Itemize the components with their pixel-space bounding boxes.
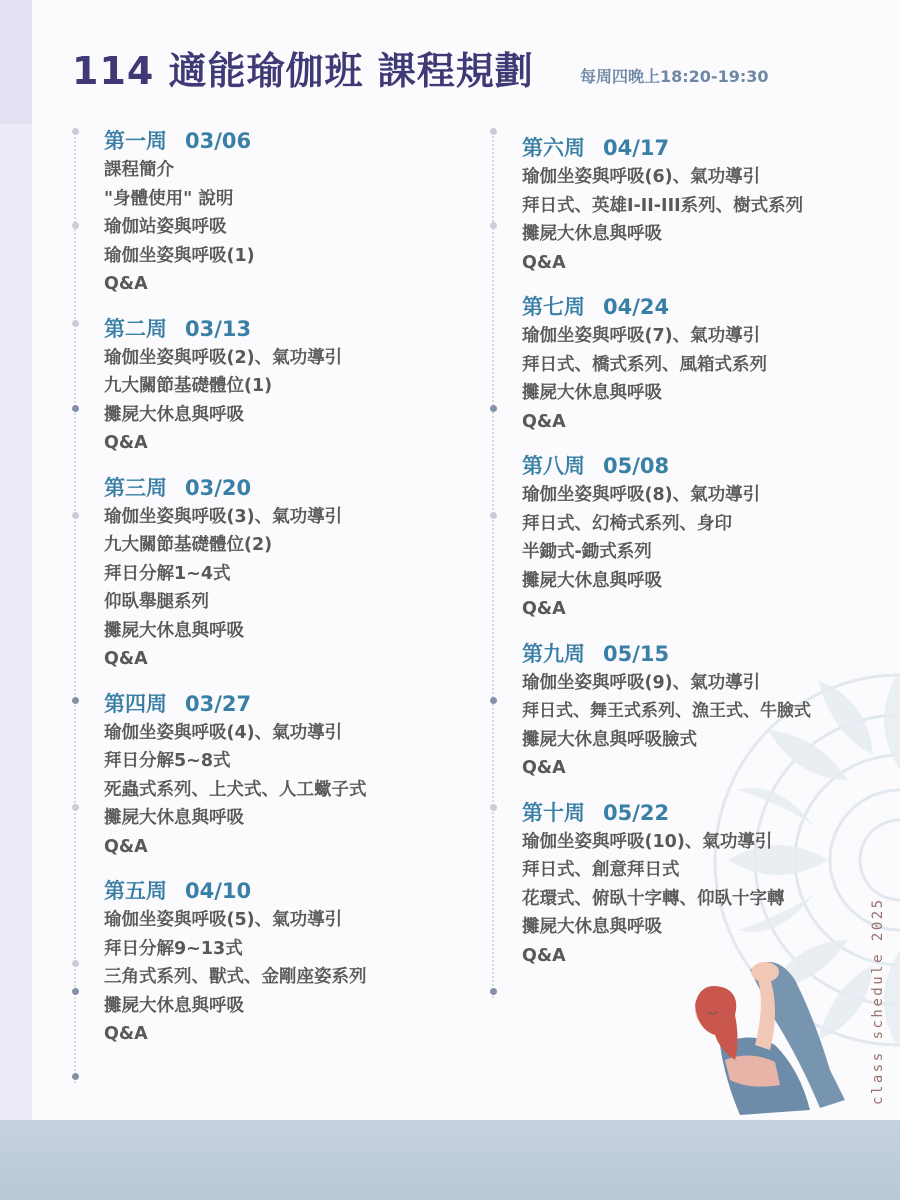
lesson-item: 瑜伽坐姿與呼吸(6)、氣功導引 bbox=[522, 167, 761, 187]
lesson-item: 瑜伽坐姿與呼吸(5)、氣功導引 bbox=[104, 910, 343, 930]
week-heading bbox=[522, 639, 892, 669]
timeline-dot bbox=[72, 320, 79, 327]
lesson-item: Q&A bbox=[522, 252, 566, 273]
lesson-item: 拜日式、英雄I-II-III系列、樹式系列 bbox=[522, 195, 804, 216]
week-heading bbox=[522, 451, 892, 481]
lesson-item: 三角式系列、獸式、金剛座姿系列 bbox=[104, 967, 367, 987]
week-label: 第四周 bbox=[104, 691, 167, 716]
week-block bbox=[522, 451, 892, 624]
lesson-item: 拜日分解1~4式 bbox=[104, 563, 231, 584]
lesson-item: "身體使用" 說明 bbox=[104, 188, 234, 209]
week-heading bbox=[522, 292, 892, 322]
lesson-item: 瑜伽坐姿與呼吸(1) bbox=[104, 245, 255, 266]
left-decor-strip-top bbox=[0, 0, 32, 124]
lesson-item: Q&A bbox=[104, 274, 148, 294]
lesson-item: 攤屍大休息與呼吸 bbox=[522, 383, 662, 403]
class-schedule-caption: class schedule 2025 bbox=[870, 897, 886, 1105]
schedule-column-right bbox=[522, 133, 892, 985]
week-block bbox=[522, 133, 892, 277]
week-block bbox=[104, 876, 464, 1049]
week-heading bbox=[104, 689, 464, 719]
lesson-item: 死蟲式系列、上犬式、人工蠍子式 bbox=[104, 779, 367, 800]
week-block bbox=[522, 798, 892, 971]
timeline-dot bbox=[490, 512, 497, 519]
lesson-item: 拜日分解5~8式 bbox=[104, 751, 231, 771]
lesson-item: 瑜伽坐姿與呼吸(8)、氣功導引 bbox=[522, 485, 761, 505]
timeline-dot bbox=[490, 405, 497, 412]
week-label: 第五周 bbox=[104, 879, 167, 903]
lesson-item: 攤屍大休息與呼吸 bbox=[104, 808, 244, 828]
lesson-item: 攤屍大休息與呼吸 bbox=[522, 570, 662, 591]
lesson-item: 攤屍大休息與呼吸 bbox=[522, 917, 662, 937]
lesson-item: Q&A bbox=[104, 649, 148, 669]
week-date: 05/15 bbox=[603, 641, 670, 666]
timeline-left bbox=[74, 128, 78, 1083]
class-time-subtitle: 每周四晚上18:20-19:30 bbox=[580, 67, 769, 86]
lesson-item: 瑜伽坐姿與呼吸(3)、氣功導引 bbox=[104, 506, 343, 527]
timeline-dot bbox=[490, 697, 497, 704]
timeline-dot bbox=[72, 1073, 79, 1080]
week-date: 03/13 bbox=[185, 316, 252, 341]
week-label: 第九周 bbox=[522, 641, 585, 666]
timeline-dot bbox=[72, 512, 79, 519]
lesson-item: 仰臥舉腿系列 bbox=[104, 592, 209, 612]
week-date: 03/06 bbox=[185, 129, 252, 153]
lesson-item: 瑜伽坐姿與呼吸(10)、氣功導引 bbox=[522, 831, 773, 852]
week-label: 第三周 bbox=[104, 475, 167, 500]
lesson-item: 課程簡介 bbox=[104, 160, 174, 180]
lesson-item: 瑜伽坐姿與呼吸(4)、氣功導引 bbox=[104, 722, 343, 743]
week-block bbox=[104, 126, 464, 299]
week-label: 第一周 bbox=[104, 129, 167, 153]
week-heading bbox=[104, 126, 464, 156]
lesson-item: 攤屍大休息與呼吸 bbox=[104, 995, 244, 1016]
timeline-dot bbox=[490, 128, 497, 135]
lesson-item: 瑜伽坐姿與呼吸(7)、氣功導引 bbox=[522, 326, 761, 346]
week-date: 03/27 bbox=[185, 691, 252, 716]
lesson-item: Q&A bbox=[104, 1024, 148, 1044]
lesson-item: 拜日式、創意拜日式 bbox=[522, 860, 680, 880]
lesson-item: 攤屍大休息與呼吸臉式 bbox=[522, 729, 697, 750]
week-date: 03/20 bbox=[185, 475, 252, 500]
lesson-item: 瑜伽坐姿與呼吸(2)、氣功導引 bbox=[104, 347, 343, 368]
lesson-item: 攤屍大休息與呼吸 bbox=[522, 224, 662, 244]
timeline-dot bbox=[72, 960, 79, 967]
lesson-item: 瑜伽站姿與呼吸 bbox=[104, 217, 227, 237]
timeline-dot bbox=[490, 988, 497, 995]
left-decor-strip bbox=[0, 0, 32, 1120]
lesson-item: Q&A bbox=[522, 945, 566, 966]
week-label: 第六周 bbox=[522, 136, 585, 160]
yoga-woman-illustration bbox=[680, 950, 880, 1120]
week-block bbox=[522, 292, 892, 436]
timeline-dot bbox=[72, 988, 79, 995]
week-label: 第十周 bbox=[522, 800, 585, 825]
week-heading bbox=[104, 314, 464, 344]
week-date: 05/08 bbox=[603, 454, 670, 478]
week-heading bbox=[522, 133, 892, 163]
lesson-item: Q&A bbox=[104, 433, 148, 453]
week-block bbox=[104, 689, 464, 862]
week-date: 04/17 bbox=[603, 136, 670, 160]
lesson-item: Q&A bbox=[522, 758, 566, 778]
timeline-right bbox=[492, 128, 496, 998]
lesson-item: 半鋤式-鋤式系列 bbox=[522, 542, 652, 562]
lesson-item: 拜日式、幻椅式系列、身印 bbox=[522, 513, 732, 534]
schedule-column-left bbox=[104, 126, 464, 1064]
week-label: 第七周 bbox=[522, 295, 585, 319]
week-date: 04/10 bbox=[185, 879, 252, 903]
lesson-item: Q&A bbox=[104, 836, 148, 857]
week-date: 05/22 bbox=[603, 800, 670, 825]
lesson-item: 拜日式、舞王式系列、漁王式、牛臉式 bbox=[522, 701, 811, 721]
lesson-item: 攤屍大休息與呼吸 bbox=[104, 404, 244, 425]
week-block bbox=[522, 639, 892, 783]
week-heading bbox=[104, 473, 464, 503]
week-block bbox=[104, 473, 464, 674]
week-label: 第二周 bbox=[104, 316, 167, 341]
lesson-item: 瑜伽坐姿與呼吸(9)、氣功導引 bbox=[522, 672, 761, 693]
timeline-dot bbox=[72, 128, 79, 135]
lesson-item: 九大關節基礎體位(2) bbox=[104, 535, 273, 555]
lesson-item: 九大關節基礎體位(1) bbox=[104, 376, 273, 396]
timeline-dot bbox=[72, 405, 79, 412]
week-heading bbox=[104, 876, 464, 906]
week-label: 第八周 bbox=[522, 454, 585, 478]
week-heading bbox=[522, 798, 892, 828]
timeline-dot bbox=[490, 222, 497, 229]
lesson-item: 拜日分解9~13式 bbox=[104, 938, 243, 959]
timeline-dot bbox=[72, 804, 79, 811]
lesson-item: 花環式、俯臥十字轉、仰臥十字轉 bbox=[522, 888, 785, 909]
week-date: 04/24 bbox=[603, 295, 670, 319]
lesson-item: Q&A bbox=[522, 411, 566, 432]
timeline-dot bbox=[490, 804, 497, 811]
page-title: 114 適能瑜伽班 課程規劃 bbox=[72, 49, 534, 93]
bottom-band bbox=[0, 1120, 900, 1200]
lesson-item: Q&A bbox=[522, 599, 566, 619]
timeline-dot bbox=[72, 222, 79, 229]
lesson-item: 攤屍大休息與呼吸 bbox=[104, 620, 244, 641]
week-block bbox=[104, 314, 464, 458]
lesson-item: 拜日式、橋式系列、風箱式系列 bbox=[522, 354, 767, 375]
timeline-dot bbox=[72, 697, 79, 704]
